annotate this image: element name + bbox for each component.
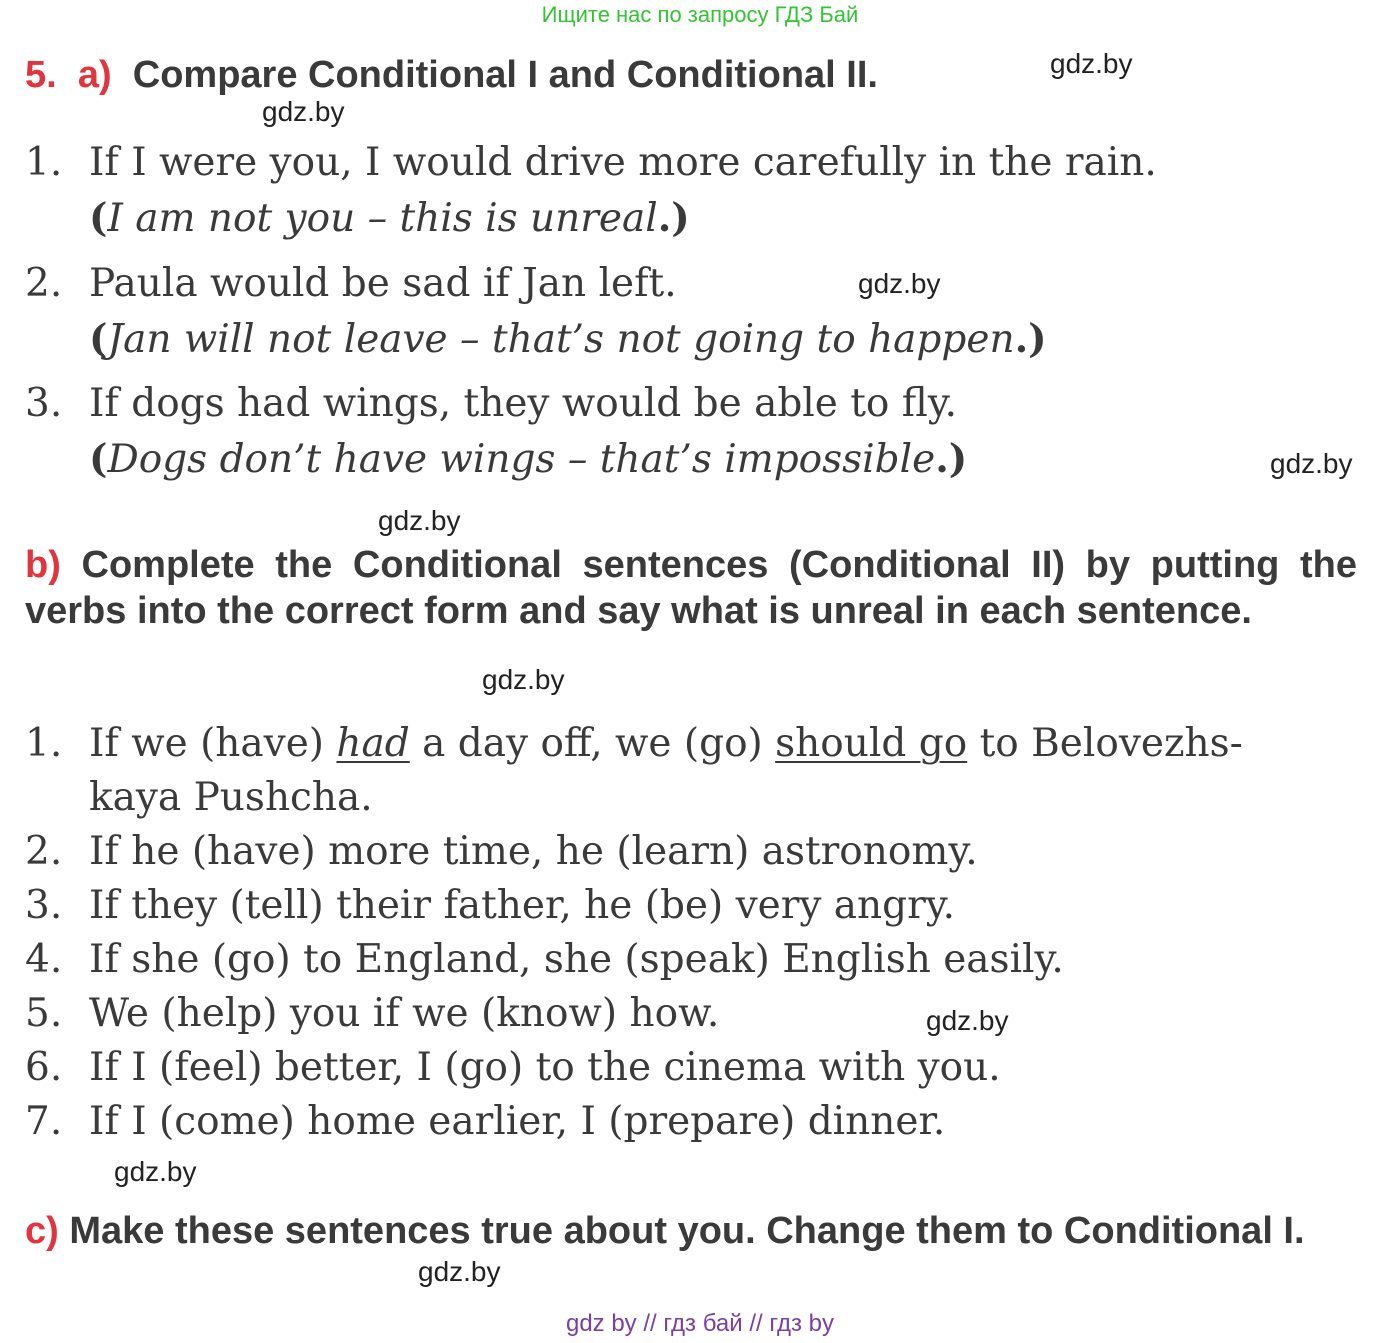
- exercise-number: 5.: [25, 54, 57, 96]
- section-a-item-1: [25, 140, 1157, 185]
- item-number: 3.: [25, 381, 63, 426]
- watermark: gdz.by: [418, 1256, 501, 1287]
- section-b-item-7: [25, 1099, 945, 1144]
- watermark: gdz.by: [1050, 48, 1133, 79]
- section-a-note-3: (Dogs don’t have wings – that’s impossible.): [89, 436, 968, 482]
- section-a-title: Compare Conditional I and Conditional II.: [132, 54, 878, 96]
- section-a-item-3: [25, 381, 957, 426]
- top-banner: Ищите нас по запросу ГДЗ Бай: [541, 2, 859, 27]
- section-b-title: Complete the Conditional sentences (Conditional II) by putting the verbs into the correct form and say what is unreal in each sentence.: [25, 544, 1357, 632]
- item-text: If I (come) home earlier, I (prepare) dinner.: [89, 1099, 946, 1144]
- item-number: 1.: [25, 140, 63, 185]
- item-text: If he (have) more time, he (learn) astronomy.: [89, 829, 978, 874]
- item-text: We (help) you if we (know) how.: [89, 991, 720, 1036]
- item-number: 2.: [25, 829, 63, 874]
- item-text: If they (tell) their father, he (be) very angry.: [89, 883, 956, 928]
- item-text: If dogs had wings, they would be able to fly.: [89, 381, 958, 426]
- item-text: If she (go) to England, she (speak) English easily.: [89, 937, 1064, 982]
- section-a-letter: a): [77, 54, 112, 96]
- item-text: Paula would be sad if Jan left.: [89, 261, 677, 306]
- section-c-letter: c): [25, 1210, 59, 1252]
- section-b-item-1-cont: kaya Pushcha.: [89, 775, 373, 820]
- section-b-letter: b): [25, 544, 61, 586]
- section-b-item-4: [25, 937, 1064, 982]
- item-text-part: If we (have): [89, 721, 337, 766]
- answer-had: had: [336, 721, 410, 766]
- watermark: gdz.by: [858, 268, 941, 299]
- watermark: gdz.by: [378, 505, 461, 536]
- item-number: 4.: [25, 937, 63, 982]
- answer-should-go: should go: [775, 721, 968, 766]
- item-number: 6.: [25, 1045, 63, 1090]
- section-a-heading: [25, 54, 878, 97]
- item-text-part: to Belovezhs-: [967, 721, 1243, 766]
- item-text-part: a day off, we (go): [409, 721, 776, 766]
- item-text: If I (feel) better, I (go) to the cinema with you.: [89, 1045, 1001, 1090]
- section-a-note-1: (I am not you – this is unreal.): [89, 195, 690, 241]
- section-b-item-2: [25, 829, 978, 874]
- item-note: Jan will not leave – that’s not going to happen: [107, 317, 1015, 362]
- item-number: 7.: [25, 1099, 63, 1144]
- section-c-heading: [25, 1208, 1357, 1254]
- item-text: If I were you, I would drive more carefully in the rain.: [89, 140, 1157, 185]
- item-number: 5.: [25, 991, 63, 1036]
- watermark: gdz.by: [926, 1005, 1009, 1036]
- item-number: 2.: [25, 261, 63, 306]
- watermark: gdz.by: [1270, 448, 1353, 479]
- item-number: 3.: [25, 883, 63, 928]
- watermark: gdz.by: [482, 664, 565, 695]
- section-b-item-5: [25, 991, 719, 1036]
- watermark: gdz.by: [114, 1156, 197, 1187]
- item-note: Dogs don’t have wings – that’s impossible: [107, 437, 936, 482]
- section-c-title: Make these sentences true about you. Change them to Conditional I.: [69, 1210, 1305, 1252]
- section-b-heading: [25, 542, 1357, 634]
- section-b-item-1: [25, 721, 1243, 766]
- footer-watermark: gdz by // гдз бай // гдз by: [565, 1310, 835, 1337]
- section-b-item-3: [25, 883, 955, 928]
- section-a-note-2: (Jan will not leave – that’s not going to happen.): [89, 316, 1047, 362]
- section-a-item-2: [25, 261, 677, 306]
- section-b-item-6: [25, 1045, 1001, 1090]
- item-note: I am not you – this is unreal: [107, 196, 658, 241]
- item-number: 1.: [25, 721, 63, 766]
- watermark: gdz.by: [262, 96, 345, 127]
